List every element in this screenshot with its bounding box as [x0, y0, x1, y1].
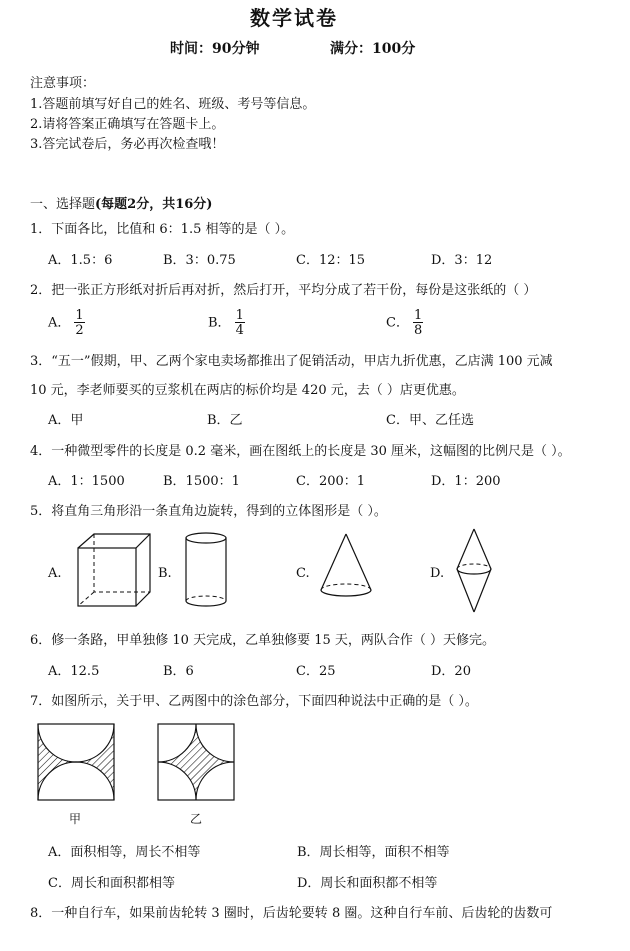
q4-option-c: C．200：1	[296, 474, 366, 489]
cone-figure	[316, 530, 378, 602]
q7-option-a: A．面积相等，周长不相等	[48, 845, 201, 860]
q6-option-c: C．25	[296, 664, 336, 679]
q5-option-a: A.	[48, 566, 62, 581]
figure-label-yi: 乙	[190, 812, 203, 826]
section-title-detail: (每题2分，共16分)	[95, 197, 213, 212]
question-7: 7．如图所示，关于甲、乙两图中的涂色部分，下面四种说法中正确的是（ ）。	[30, 694, 478, 709]
exam-time: 时间：90分钟	[170, 41, 260, 57]
question-8: 8．一种自行车，如果前齿轮转 3 圈时，后齿轮要转 8 圈。这种自行车前、后齿轮的齿数可	[30, 906, 553, 921]
question-6: 6．修一条路，甲单独修 10 天完成，乙单独修要 15 天，两队合作（ ）天修完。	[30, 633, 496, 648]
q6-option-a: A．12.5	[48, 664, 100, 679]
q7-option-b: B．周长相等，面积不相等	[297, 845, 450, 860]
q4-option-b: B．1500：1	[163, 474, 240, 489]
section-title	[30, 193, 212, 212]
q2-option-b: B． $\frac{1}{4}$	[208, 308, 244, 338]
question-4: 4．一种微型零件的长度是 0.2 毫米，画在图纸上的长度是 30 厘米，这幅图的比例尺是（ ）。	[30, 444, 571, 459]
q1-option-c: C．12：15	[296, 253, 366, 268]
q6-option-d: D．20	[431, 664, 471, 679]
q2-option-c: C． $\frac{1}{8}$	[386, 308, 423, 338]
note-item-2: 2.请将答案正确填写在答题卡上。	[30, 117, 225, 132]
q1-option-b: B．3：0.75	[163, 253, 236, 268]
exam-score: 满分：100分	[330, 41, 416, 57]
q4-option-d: D．1：200	[431, 474, 501, 489]
q3-option-b: B．乙	[207, 413, 243, 428]
double-cone-figure	[452, 526, 498, 616]
q6-option-b: B．6	[163, 664, 194, 679]
q7-figures	[36, 722, 256, 806]
q1-option-a: A．1.5：6	[48, 253, 113, 268]
cube-figure	[72, 530, 152, 610]
q3-option-c: C．甲、乙任选	[386, 413, 474, 428]
q5-option-d: D.	[430, 566, 445, 581]
question-2: 2．把一张正方形纸对折后再对折，然后打开，平均分成了若干份，每份是这张纸的（ ）	[30, 283, 537, 298]
q5-option-c: C.	[296, 566, 310, 581]
q3-option-a: A．甲	[48, 413, 84, 428]
figure-label-jia: 甲	[69, 812, 82, 826]
question-3-line-1: 3．“五一”假期，甲、乙两个家电卖场都推出了促销活动，甲店九折优惠，乙店满 100 元减	[30, 354, 553, 369]
notes-heading: 注意事项：	[30, 76, 96, 91]
note-item-3: 3.答完试卷后，务必再次检查哦！	[30, 137, 225, 152]
question-5: 5．将直角三角形沿一条直角边旋转，得到的立体图形是（ ）。	[30, 504, 387, 519]
note-item-1: 1.答题前填写好自己的姓名、班级、考号等信息。	[30, 97, 316, 112]
q4-option-a: A．1：1500	[48, 474, 125, 489]
question-1: 1．下面各比，比值和 6：1.5 相等的是（ ）。	[30, 222, 295, 237]
q2-option-a: A． $\frac{1}{2}$	[48, 308, 84, 338]
q5-option-b: B.	[158, 566, 172, 581]
q1-option-d: D．3：12	[431, 253, 493, 268]
cylinder-figure	[182, 530, 232, 610]
question-3-line-2: 10 元，李老师要买的豆浆机在两店的标价均是 420 元，去（ ）店更优惠。	[30, 383, 465, 398]
section-title-prefix: 一、选择题	[30, 197, 96, 212]
q7-option-c: C．周长和面积都相等	[48, 876, 175, 891]
q7-option-d: D．周长和面积都不相等	[297, 876, 438, 891]
page-title: 数学试卷	[250, 6, 338, 30]
